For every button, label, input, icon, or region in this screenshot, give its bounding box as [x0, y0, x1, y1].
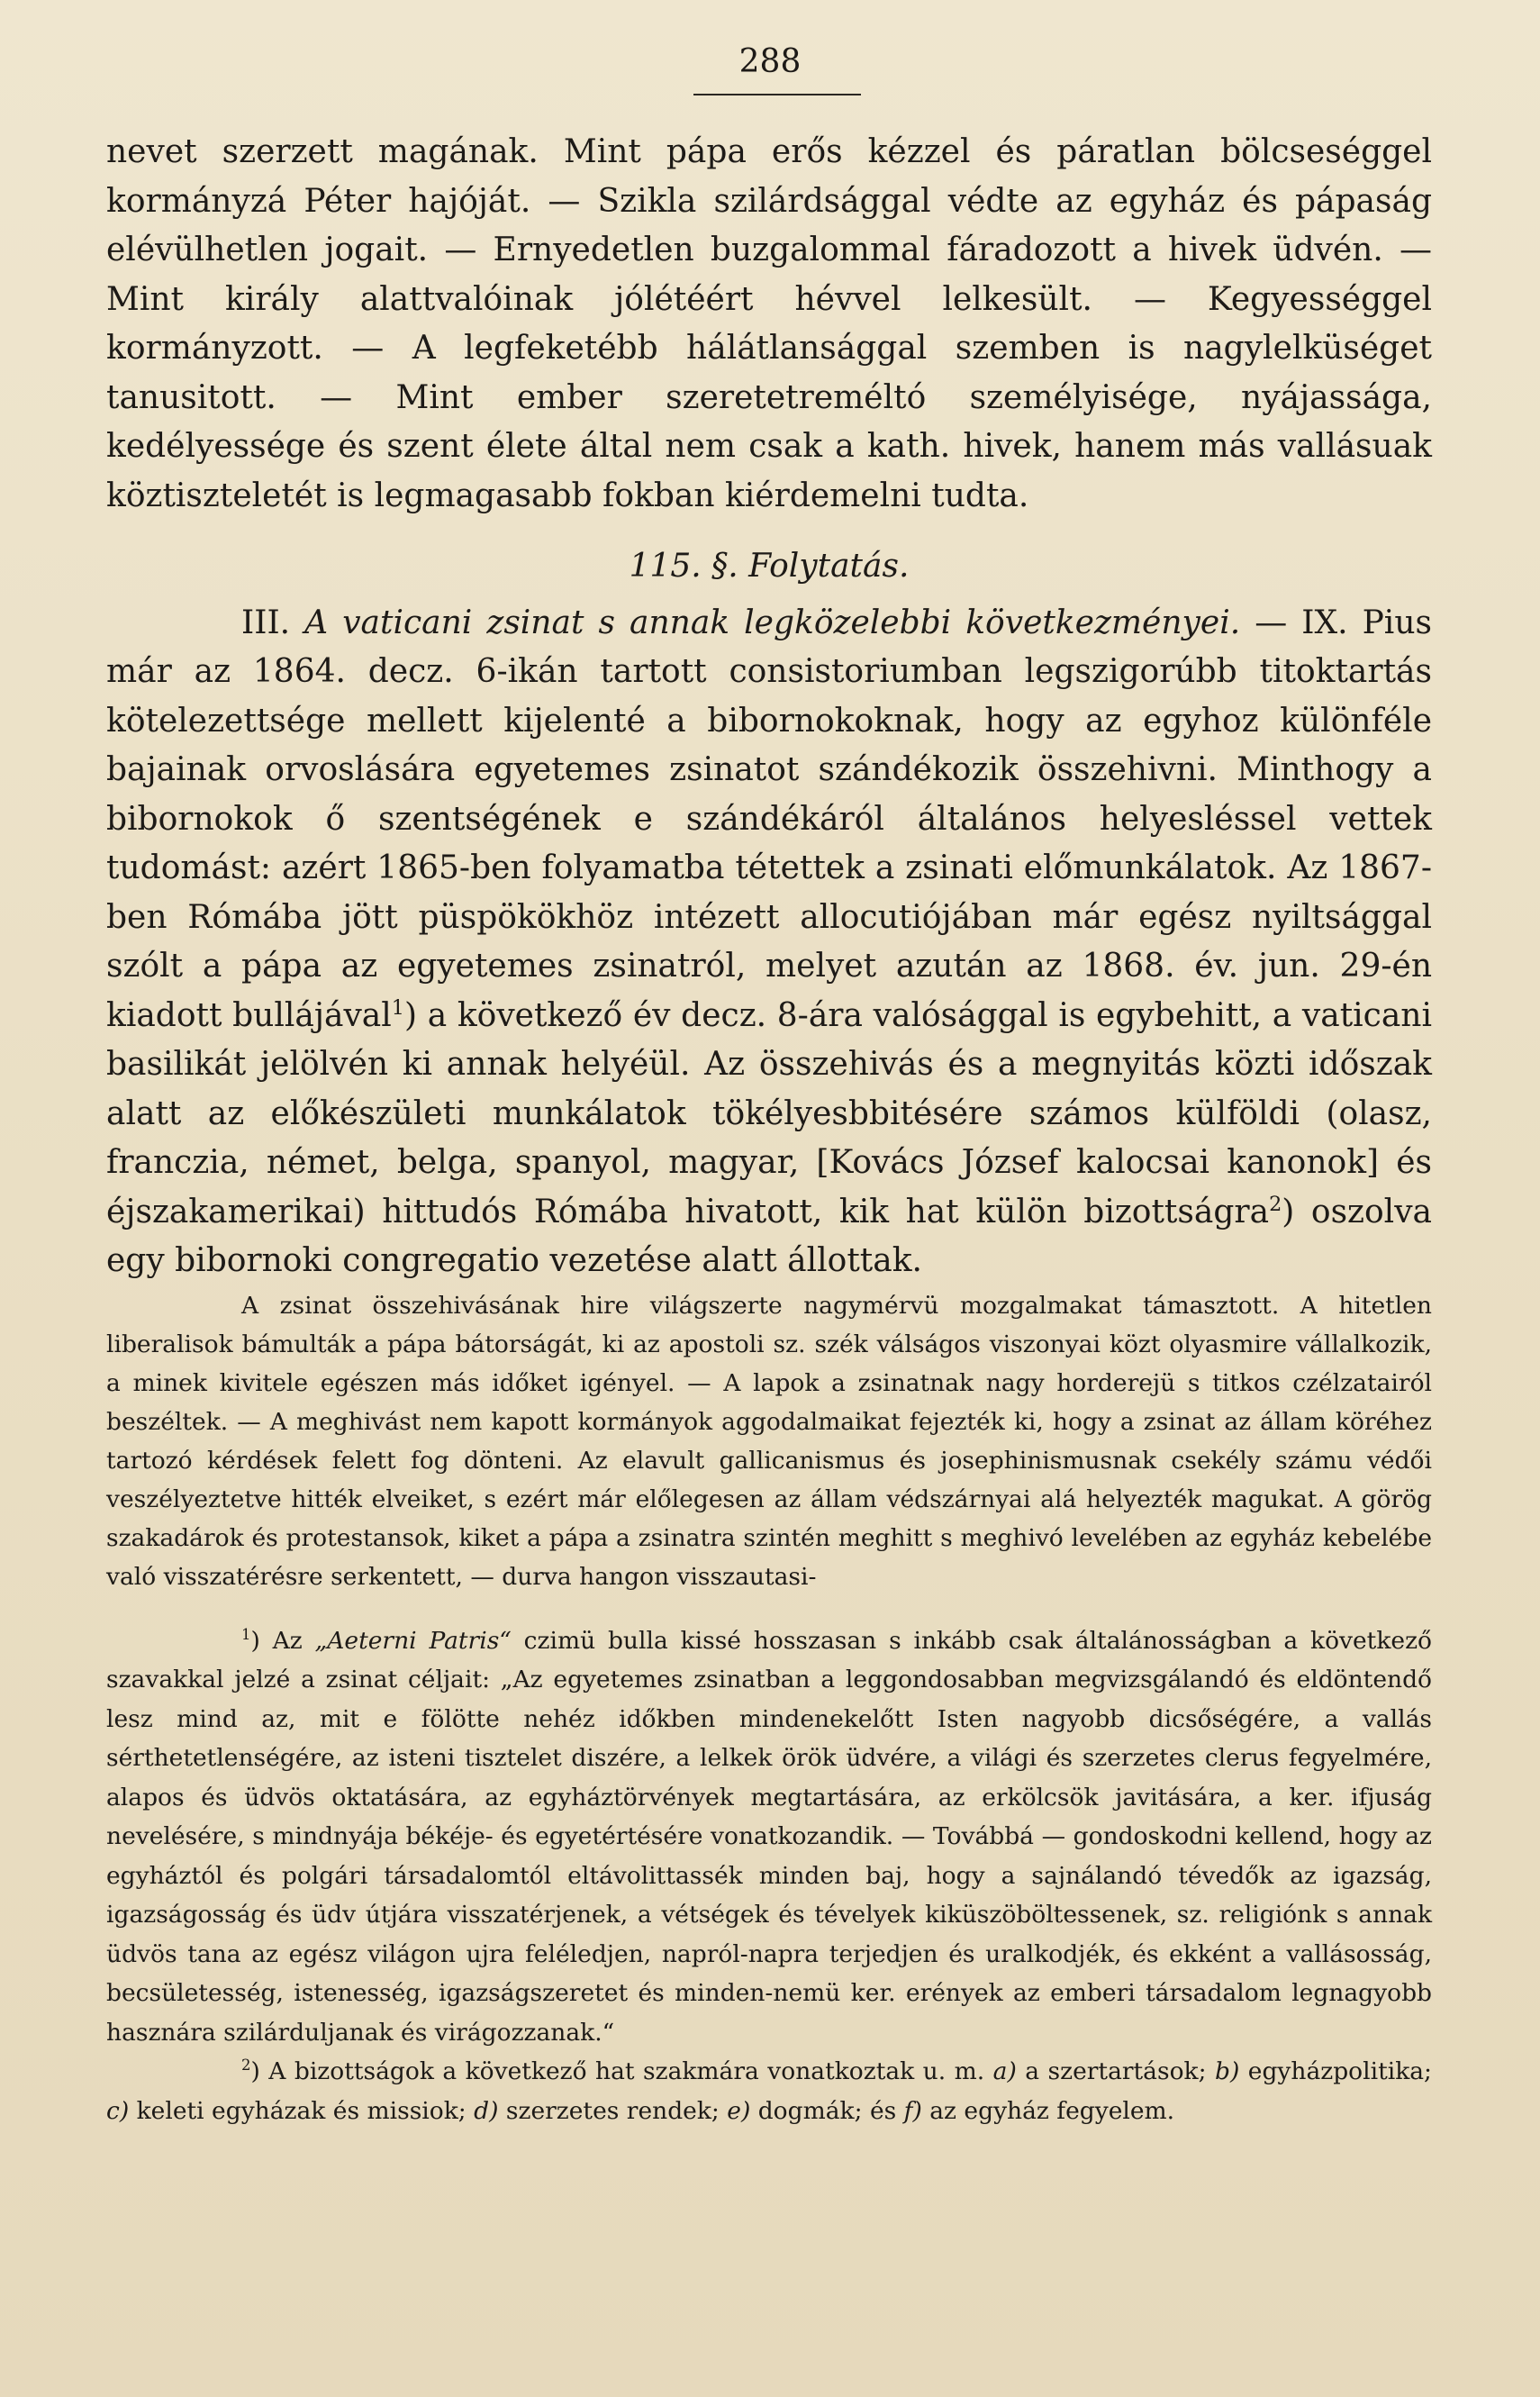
footnote-1-mark: 1 [241, 1625, 251, 1643]
section-text-part3: ) oszolva egy bibornoki congregatio vezetése alatt állottak. [106, 1193, 1432, 1279]
small-print-paragraph: A zsinat összehivásának hire világszerte nagymérvü mozgalmakat támasztott. A hitetlen liberalisok bámulták a pápa bátorságát, ki az apostoli sz. szék válságos viszonyai közt olyasmire vállalkozik, a minek kivitele egészen más időket igényel. — A lapok a zsinatnak nagy horderejü s titkos czélzatairól beszéltek. — A meghivást nem kapott kormányok aggodalmaikat fejezték ki, hogy a zsinat az állam köréhez tartozó kérdések felett fog dönteni. Az elavult gallicanismus és josephinismusnak csekély számu védői veszélyeztetve hitték elveiket, s ezért már előlegesen az állam védszárnyai alá helyezték magukat. A görög szakadárok és protestansok, kiket a pápa a zsinatra szintén meghitt s meghivó levelében az egyház kebelébe való visszatérésre serkentett, — durva hangon visszautasi- [106, 1291, 1432, 1591]
page-number-rule [693, 94, 861, 95]
footnote-2-letter-f: f) [903, 2096, 922, 2125]
footnote-2-letter-e: e) [727, 2096, 751, 2125]
footnote-ref-1: 1 [391, 995, 404, 1020]
footnote-2-letter-a: a) [992, 2057, 1017, 2085]
main-text [106, 128, 1432, 1286]
footnote-2-text-b: a szertartások; [1016, 2057, 1215, 2085]
section-text-part2: ) a következő év decz. 8-ára valósággal is egybehitt, a vaticani basilikát jelölvén ki annak helyéül. Az összehivás és a megnyitás közti időszak alatt az előkészületi munkálatok tökélyesbbitésére számos külföldi (olasz, franczia, német, belga, spanyol, magyar, [Kovács József kalocsai kanonok] és éjszakamerikai) hittudós Rómába hivatott, kik hat külön bizottságra [106, 996, 1432, 1230]
section-heading: 115. §. Folytatás. [629, 548, 910, 585]
footnote-2-text-d: keleti egyházak és missiok; [129, 2096, 475, 2125]
section-text-part1: — IX. Pius már az 1864. decz. 6-ikán tartott consistoriumban legszigorúbb titoktartás kötelezettsége mellett kijelenté a bibornokoknak, hogy az egyhoz különféle bajainak orvoslására egyetemes zsinatot szándékozik összehivni. Minthogy a bibornokok ő szentségének e szándékáról általános helyesléssel vettek tudomást: azért 1865-ben folyamatba tétettek a zsinati előmunkálatok. Az 1867-ben Rómába jött püspökökhöz intézett allocutiójában már egész nyiltsággal szólt a pápa az egyetemes zsinatról, melyet azután az 1868. év. jun. 29-én kiadott bullájával [106, 604, 1432, 1034]
intro-paragraph: nevet szerzett magának. Mint pápa erős kézzel és páratlan bölcseséggel kormányzá Péter hajóját. — Szikla szilárdsággal védte az egyház és pápaság elévülhetlen jogait. — Ernyedetlen buzgalommal fáradozott a hivek üdvén. — Mint király alattvalóinak jólétéért hévvel lelkesült. — Kegyességgel kormányzott. — A legfeketébb hálátlansággal szemben is nagylelküséget tanusitott. — Mint ember szeretetreméltó személyisége, nyájassága, kedélyessége és szent élete által nem csak a kath. hivek, hanem más vallásuak köztiszteletét is legmagasabb fokban kiérdemelni tudta. [106, 133, 1432, 514]
page-number: 288 [738, 43, 802, 80]
footnote-ref-2: 2 [1269, 1192, 1282, 1216]
footnotes [106, 1621, 1432, 2131]
footnote-2-mark: 2 [241, 2057, 251, 2075]
section-subtitle: A vaticani zsinat s annak legközelebbi következményei. [304, 604, 1241, 641]
footnote-2-text-g: az egyház fegyelem. [921, 2096, 1175, 2125]
section-lead-roman: III. [241, 604, 291, 641]
footnote-1-prefix: ) Az [250, 1626, 315, 1655]
footnote-2-text-a: ) A bizottságok a következő hat szakmára vonatkoztak u. m. [250, 2057, 993, 2085]
footnote-2-text-f: dogmák; és [750, 2096, 904, 2125]
page-body [106, 128, 1432, 2130]
small-print-block [106, 1286, 1432, 1596]
footnote-1-bull-title: „Aeterni Patris“ [314, 1626, 512, 1655]
footnote-2-letter-c: c) [106, 2096, 130, 2125]
section-paragraph [106, 599, 1432, 1286]
footnote-1-text: czimü bulla kissé hosszasan s inkább csak általánosságban a következő szavakkal jelzé a zsinat céljait: „Az egyetemes zsinatban a leggondosabban megvizsgálandó és eldöntendő lesz mind az, mit e fölötte nehéz időkben mindenekelőtt Isten nagyobb dicsőségére, a vallás sérthetetlenségére, az isteni tisztelet diszére, a lelkek örök üdvére, a világi és szerzetes clerus fegyelmére, alapos és üdvös oktatására, az egyháztörvények megtartására, az erkölcsök javitására, a ker. ifjuság nevelésére, s mindnyája békéje- és egyetértésére vonatkozandik. — Továbbá — gondoskodni kellend, hogy az egyháztól és polgári társadalomtól eltávolittassék minden baj, hogy a sajnálandó tévedők az igazság, igazságosság és üdv útjára visszatérjenek, a vétségek és tévelyek kiküszöböltessenek, sz. religiónk s annak üdvös tana az egész világon ujra feléledjen, napról-napra terjedjen és uralkodjék, és ekként a vallásosság, becsületesség, istenesség, igazságszeretet és minden-nemü ker. erények az emberi társadalom legnagyobb hasznára szilárduljanak és virágozzanak.“ [106, 1626, 1432, 2047]
footnote-2-letter-d: d) [474, 2096, 499, 2125]
footnote-2-letter-b: b) [1214, 2057, 1240, 2085]
footnote-2 [106, 2052, 1432, 2130]
footnote-2-text-c: egyházpolitika; [1239, 2057, 1432, 2085]
footnote-1 [106, 1621, 1432, 2053]
footnote-2-text-e: szerzetes rendek; [498, 2096, 728, 2125]
